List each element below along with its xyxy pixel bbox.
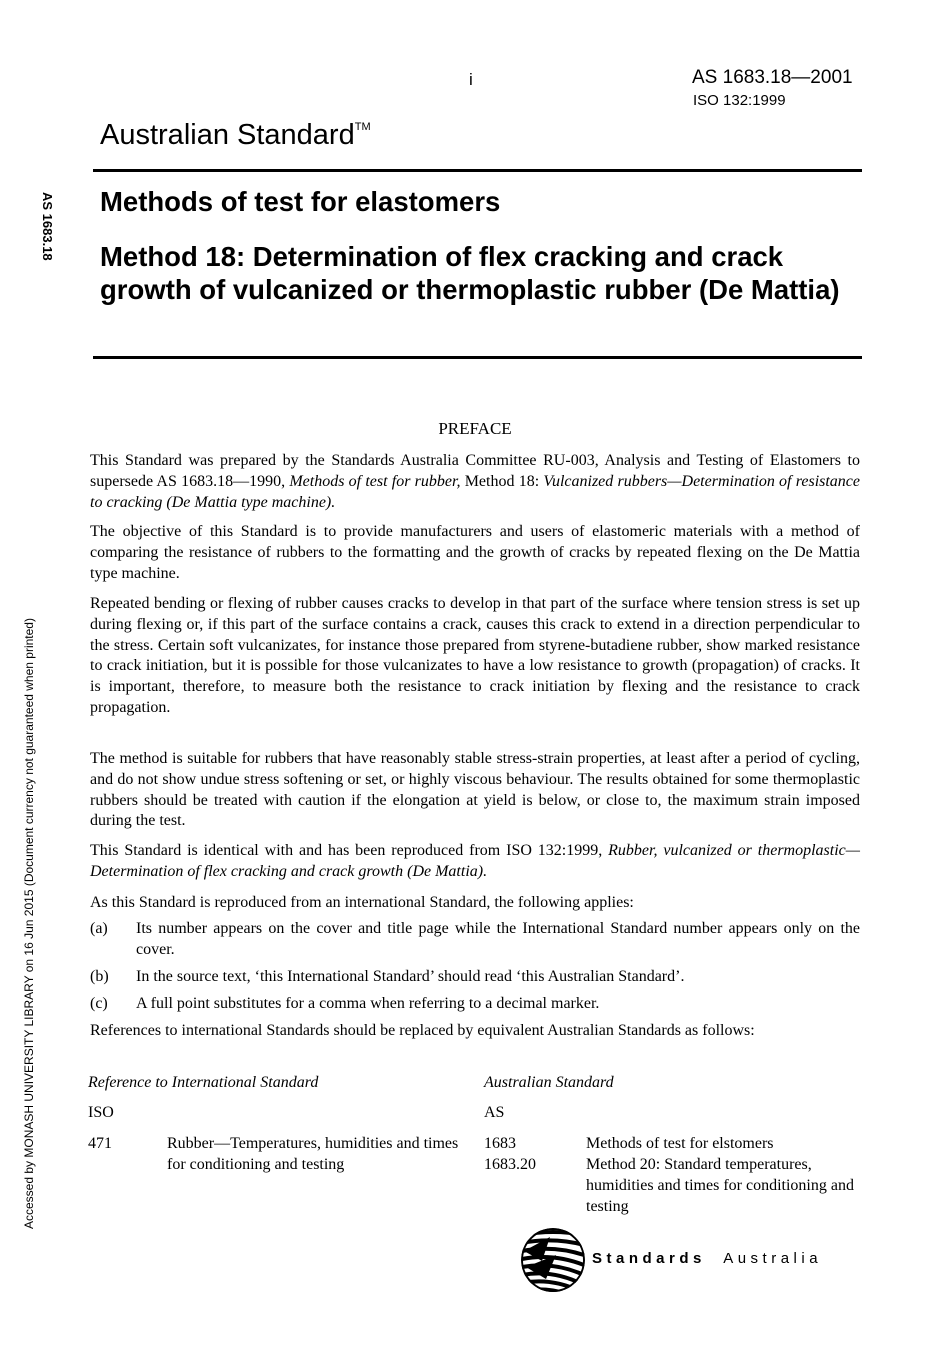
bottom-rule: [93, 356, 862, 359]
list-item-label: (c): [90, 995, 108, 1012]
document-type-text: Australian Standard: [100, 119, 355, 151]
trademark-mark: TM: [354, 121, 371, 133]
p1-mid: Method 18:: [460, 472, 544, 490]
list-item-label: (b): [90, 968, 109, 985]
table-cell-as-title: Method 20: Standard temperatures, humidities and times for conditioning and testing: [586, 1156, 854, 1215]
p5-text: This Standard is identical with and has been reproduced from ISO 132:1999,: [90, 842, 609, 859]
top-rule: [93, 169, 862, 172]
publisher-name-bold: Standards: [592, 1250, 706, 1267]
table-cell-iso-title: Rubber—Temperatures, humidities and times for conditioning and testing: [167, 1135, 459, 1173]
document-type: [100, 119, 371, 152]
p1-text: This Standard was prepared by the Standards Australia Committee RU-003, Analysis and Testing of Elastomers to supersede AS 1683.18—1990,: [90, 452, 860, 490]
preface-paragraph-2: The objective of this Standard is to provide manufacturers and users of elastomeric materials with a method of comparing the resistance of rubbers to the formatting and the growth of cracks by repeated flexing on the De Mattia type machine.: [90, 523, 860, 582]
list-item-text: A full point substitutes for a comma when referring to a decimal marker.: [136, 995, 600, 1012]
p1-italic-title: Methods of test for rubber,: [289, 472, 461, 490]
preface-heading: PREFACE: [438, 419, 512, 438]
table-cell-as-number: 1683.20: [484, 1156, 536, 1173]
preface-paragraph-7: References to international Standards should be replaced by equivalent Australian Standards as follows:: [90, 1022, 755, 1039]
list-item-text: Its number appears on the cover and title page while the International Standard number appears only on the cover.: [136, 920, 860, 958]
access-note: Accessed by MONASH UNIVERSITY LIBRARY on 16 Jun 2015 (Document currency not guaranteed when printed): [22, 618, 36, 1230]
preface-paragraph-6: As this Standard is reproduced from an international Standard, the following applies:: [90, 894, 634, 911]
standard-number: AS 1683.18—2001: [692, 67, 853, 88]
table-cell-iso-number: 471: [88, 1135, 112, 1152]
publisher-name: [592, 1250, 822, 1267]
table-cell-as-title: Methods of test for elstomers: [586, 1135, 774, 1152]
method-title: Method 18: Determination of flex cracking and crack growth of vulcanized or thermoplastic rubber (De Mattia): [100, 241, 840, 305]
subheader-iso: ISO: [88, 1104, 114, 1121]
list-item-text: In the source text, ‘this International Standard’ should read ‘this Australian Standard’.: [136, 968, 685, 985]
publisher-name-light: Australia: [723, 1250, 823, 1267]
subheader-as: AS: [484, 1104, 505, 1121]
p1-italic-method: Vulcanized rubbers—Determination of resistance to cracking (De Mattia type machine).: [90, 472, 861, 511]
table-cell-as-number: 1683: [484, 1135, 516, 1152]
spine-label: AS 1683.18: [40, 192, 55, 261]
p5-italic-title: Rubber, vulcanized or thermoplastic—Determination of flex cracking and crack growth (De Mattia).: [90, 842, 860, 880]
column-header-australian: Australian Standard: [484, 1074, 614, 1091]
preface-paragraph-3: Repeated bending or flexing of rubber causes cracks to develop in that part of the surface where tension stress is set up during flexing or, if this part of the surface contains a crack, causes this crack to extend in a direction perpendicular to the stress. Certain soft vulcanizates, for instance those prepared from styrene-butadiene rubber, show marked resistance to crack initiation, but it is possible for those vulcanizates to have a low resistance to growth (propagation) of cracks. It is important, therefore, to measure both the resistance to crack initiation by flexing and the resistance to crack propagation.: [90, 595, 860, 716]
standards-australia-logo-icon: [520, 1227, 586, 1293]
iso-number: ISO 132:1999: [693, 92, 786, 109]
preface-paragraph-1: [90, 451, 860, 513]
column-header-international: Reference to International Standard: [88, 1074, 319, 1091]
series-title: Methods of test for elastomers: [100, 186, 501, 217]
preface-paragraph-5: [90, 841, 860, 883]
page-number: i: [469, 70, 473, 89]
list-item-label: (a): [90, 920, 108, 937]
preface-paragraph-4: The method is suitable for rubbers that have reasonably stable stress-strain properties, at least after a period of cycling, and do not show undue stress softening or set, or highly viscous behaviour. The results obtained for some thermoplastic rubbers should be treated with caution if the elongation at yield is below, or close to, the maximum strain imposed during the test.: [90, 750, 860, 830]
